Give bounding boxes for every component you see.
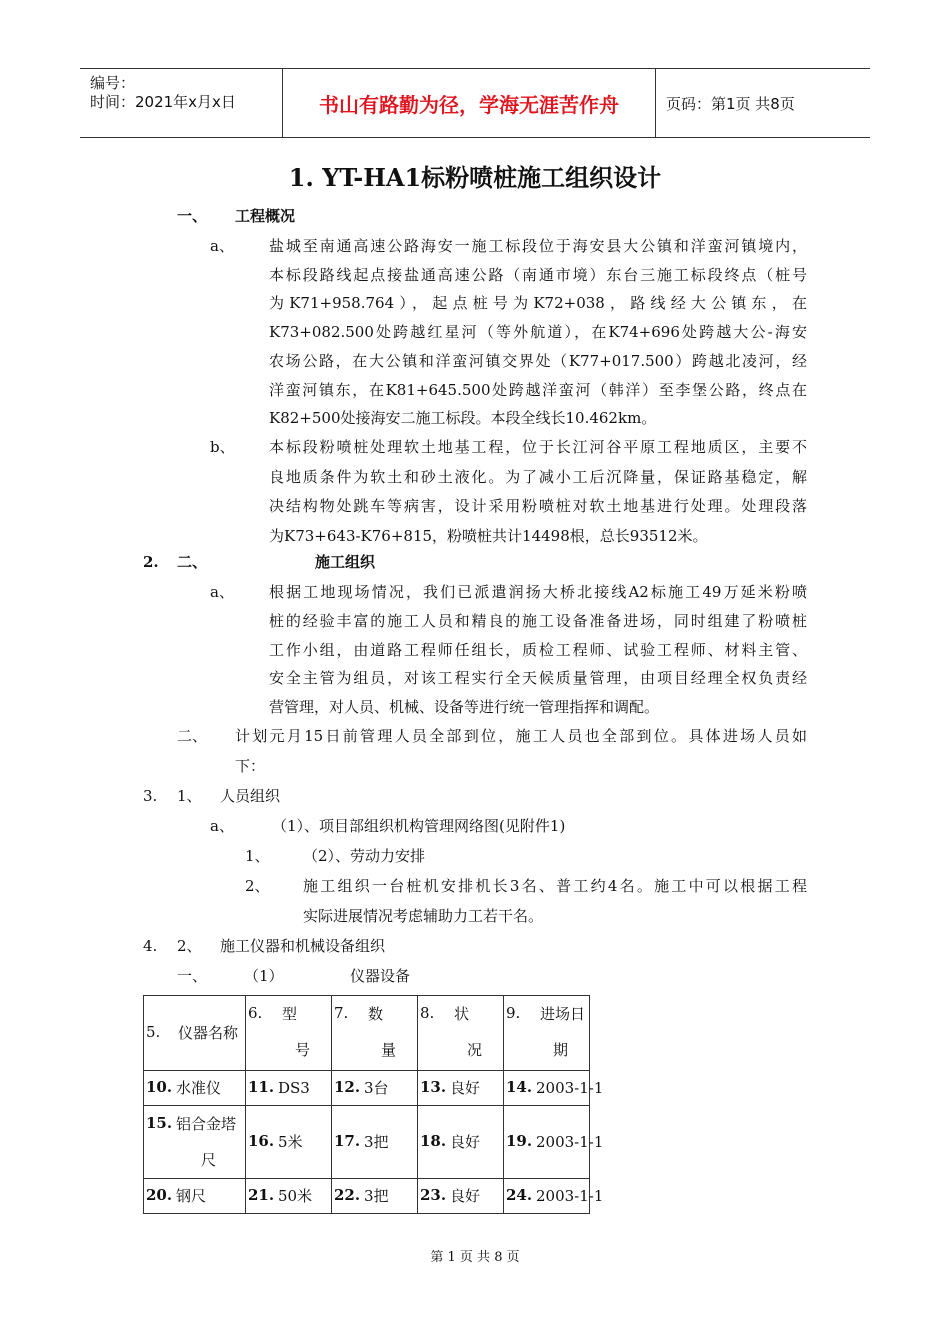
cell-text: 3把 <box>364 1133 389 1151</box>
cell-number: 12. <box>334 1078 361 1096</box>
table-header-cell <box>332 996 418 1071</box>
section2-a-marker: a、 <box>210 583 234 601</box>
paragraph-line: 计划元月15日前管理人员全部到位，施工人员也全部到位。具体进场人员如 <box>235 727 807 745</box>
cell-text: 量 <box>380 1041 396 1059</box>
table-header-cell <box>246 996 332 1071</box>
section2-outer-number: 2. <box>143 553 159 571</box>
cell-text: 况 <box>466 1041 482 1059</box>
table-header-row <box>144 996 590 1071</box>
cell-text: 尺 <box>200 1151 216 1169</box>
instrument-table <box>143 995 604 1214</box>
cell-text: 数 <box>368 1005 384 1023</box>
table-cell <box>504 1071 604 1106</box>
cell-number: 13. <box>420 1078 447 1096</box>
table-cell <box>418 1179 504 1214</box>
section4-heading: 施工仪器和机械设备组织 <box>220 937 386 955</box>
paragraph-line: 盐城至南通高速公路海安一施工标段位于海安县大公镇和洋蛮河镇境内， <box>269 237 807 255</box>
cell-text: 50米 <box>278 1187 313 1205</box>
cell-number: 14. <box>506 1078 533 1096</box>
paragraph-line: 本标段粉喷桩处理软土地基工程，位于长江河谷平原工程地质区，主要不 <box>269 438 807 456</box>
table-cell <box>332 1106 418 1179</box>
cell-text: 号 <box>294 1041 310 1059</box>
cell-text: 2003-1-1 <box>536 1079 604 1097</box>
paragraph-line: 为K73+643-K76+815，粉喷桩共计14498根，总长93512米。 <box>269 527 708 546</box>
table-header-cell <box>418 996 504 1071</box>
table-cell <box>246 1106 332 1179</box>
paragraph-line: 农场公路，在大公镇和洋蛮河镇交界处（K77+017.500）跨越北凌河，经 <box>269 351 807 370</box>
paragraph-line: 根据工地现场情况，我们已派遣润扬大桥北接线A2标施工49万延米粉喷 <box>269 583 807 601</box>
cell-text: DS3 <box>278 1079 310 1097</box>
document-title: 1. YT-HA1标粉喷桩施工组织设计 <box>288 163 662 192</box>
page-footer: 第 1 页 共 8 页 <box>430 1250 520 1265</box>
table-cell <box>144 1106 246 1179</box>
cell-number: 10. <box>146 1078 173 1096</box>
cell-text: 状 <box>454 1005 470 1023</box>
table-cell <box>332 1179 418 1214</box>
cell-number: 17. <box>334 1132 361 1150</box>
table-row <box>144 1179 590 1214</box>
table-cell <box>418 1106 504 1179</box>
cell-text: 期 <box>552 1041 568 1059</box>
table-cell <box>144 1071 246 1106</box>
section1-b-marker: b、 <box>210 438 235 456</box>
doc-time-label: 时间：2021年x月x日 <box>90 93 236 111</box>
section2-heading: 施工组织 <box>315 553 376 571</box>
section3-outer-number: 3. <box>143 787 158 805</box>
cell-text: 3把 <box>364 1187 389 1205</box>
cell-text: 型 <box>282 1005 298 1023</box>
cell-text: 3台 <box>364 1079 389 1097</box>
section3-item-2-marker: 2、 <box>245 877 270 895</box>
page-header <box>80 68 870 138</box>
section4-sub-number: 一、 <box>177 967 208 985</box>
paragraph-line: 实际进展情况考虑辅助力工若干名。 <box>303 907 544 925</box>
paragraph-line: 决结构物处跳车等病害，设计采用粉喷桩对软土地基进行处理。处理段落 <box>269 497 807 516</box>
cell-text: 铝合金塔 <box>176 1115 237 1133</box>
table-cell <box>246 1179 332 1214</box>
cell-text: 5米 <box>278 1133 303 1151</box>
cell-number: 15. <box>146 1114 173 1132</box>
cell-text: 仪器名称 <box>178 1024 239 1042</box>
section3-heading: 人员组织 <box>220 787 281 805</box>
section3-number: 1、 <box>177 787 202 805</box>
section3-item-a: （1）、项目部组织机构管理网络图(见附件1) <box>272 817 566 835</box>
section4-sub-heading: 仪器设备 <box>350 967 411 985</box>
header-meta <box>80 69 282 137</box>
cell-text: 良好 <box>450 1133 481 1151</box>
paragraph-line: 桩的经验丰富的施工人员和精良的施工设备准备进场，同时组建了粉喷桩 <box>269 611 807 630</box>
section1-a-marker: a、 <box>210 237 234 255</box>
paragraph-line: 本标段路线起点接盐通高速公路（南通市境）东台三施工标段终点（桩号 <box>269 265 807 284</box>
section1-heading: 工程概况 <box>235 207 296 225</box>
cell-text: 水准仪 <box>176 1079 222 1097</box>
cell-number: 21. <box>248 1186 275 1204</box>
section2-number: 二、 <box>177 553 208 571</box>
section1-number: 一、 <box>177 207 208 225</box>
cell-number: 11. <box>248 1078 275 1096</box>
cell-text: 良好 <box>450 1079 481 1097</box>
table-row <box>144 1071 590 1106</box>
paragraph-line: K82+500处接海安二施工标段。本段全线长10.462km。 <box>269 409 657 428</box>
table-cell <box>332 1071 418 1106</box>
section3-item-a-marker: a、 <box>210 817 234 835</box>
paragraph-line: K73+082.500处跨越红星河（等外航道），在K74+696处跨越大公-海安 <box>269 323 807 342</box>
cell-text: 2003-1-1 <box>536 1133 604 1151</box>
paragraph-line: 良地质条件为软土和砂土液化。为了减小工后沉降量，保证路基稳定，解 <box>269 467 807 486</box>
table-cell <box>504 1179 604 1214</box>
table-cell <box>418 1071 504 1106</box>
table-cell <box>144 1179 246 1214</box>
paragraph-line: 工作小组，由道路工程师任组长，质检工程师、试验工程师、材料主管、 <box>269 640 807 659</box>
table-header-cell <box>504 996 590 1071</box>
section4-number: 2、 <box>177 937 202 955</box>
section4-sub-paren: （1） <box>244 967 284 985</box>
table-header-cell <box>144 996 246 1071</box>
cell-number: 8. <box>420 1004 435 1022</box>
section3-item-1-marker: 1、 <box>245 847 270 865</box>
cell-text: 进场日 <box>540 1005 586 1023</box>
paragraph-line: 营管理，对人员、机械、设备等进行统一管理指挥和调配。 <box>269 698 660 717</box>
cell-number: 5. <box>146 1023 161 1041</box>
section2-plan-marker: 二、 <box>177 727 208 745</box>
cell-number: 9. <box>506 1004 521 1022</box>
cell-number: 19. <box>506 1132 533 1150</box>
paragraph-line: 安全主管为组员，对该工程实行全天候质量管理，由项目经理全权负责经 <box>269 669 807 688</box>
table-cell <box>246 1071 332 1106</box>
cell-number: 7. <box>334 1004 349 1022</box>
paragraph-line: 为K71+958.764），起点桩号为K72+038，路线经大公镇东，在 <box>269 294 807 313</box>
section3-item-1: （2）、劳动力安排 <box>303 847 426 865</box>
cell-number: 23. <box>420 1186 447 1204</box>
cell-number: 6. <box>248 1004 263 1022</box>
section4-outer-number: 4. <box>143 937 158 955</box>
cell-number: 24. <box>506 1186 533 1204</box>
cell-text: 良好 <box>450 1187 481 1205</box>
cell-number: 22. <box>334 1186 361 1204</box>
paragraph-line: 洋蛮河镇东，在K81+645.500处跨越洋蛮河（韩洋）至李堡公路，终点在 <box>269 380 807 399</box>
cell-number: 20. <box>146 1186 173 1204</box>
paragraph-line: 施工组织一台桩机安排机长3名、普工约4名。施工中可以根据工程 <box>303 877 807 895</box>
table-row <box>144 1106 590 1179</box>
cell-text: 钢尺 <box>176 1187 207 1205</box>
paragraph-line: 下： <box>235 757 266 775</box>
doc-number-label: 编号： <box>90 74 136 92</box>
header-page-info: 页码：第1页 共8页 <box>666 94 795 113</box>
header-motto: 书山有路勤为径，学海无涯苦作舟 <box>282 69 656 137</box>
cell-number: 18. <box>420 1132 447 1150</box>
table-cell <box>504 1106 604 1179</box>
cell-text: 2003-1-1 <box>536 1187 604 1205</box>
cell-number: 16. <box>248 1132 275 1150</box>
